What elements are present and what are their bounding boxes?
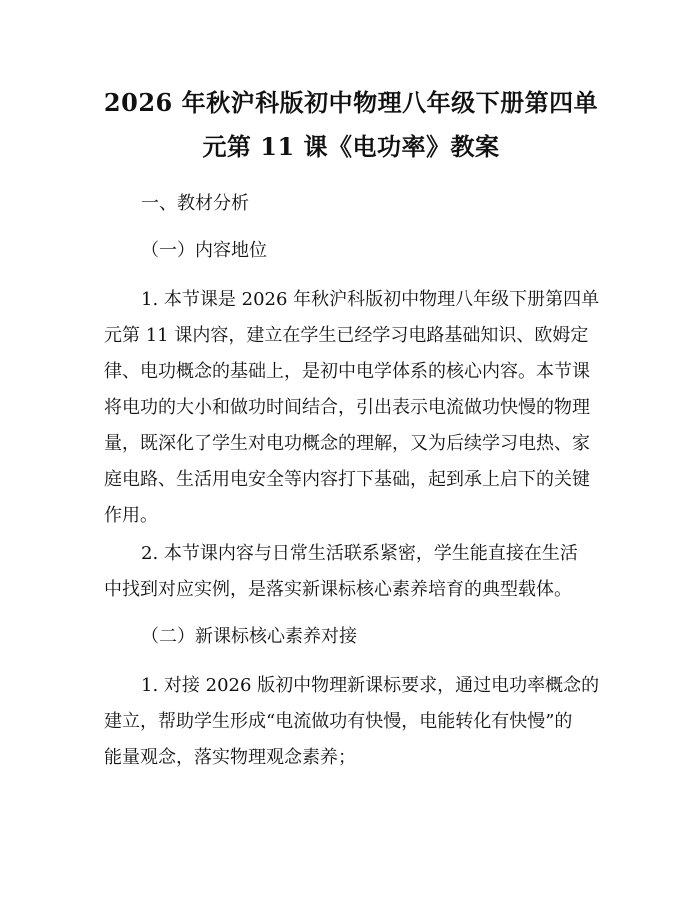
paragraph-line: 能量观念，落实物理观念素养； [104, 747, 356, 768]
paragraph-line: 将电功的大小和做功时间结合，引出表示电流做功快慢的物理 [104, 397, 590, 418]
paragraph-line: 1. 对接 2026 版初中物理新课标要求，通过电功率概念的 [141, 675, 600, 696]
subsection-heading-core-literacy: （二）新课标核心素养对接 [141, 626, 357, 647]
section-heading-textbook-analysis: 一、教材分析 [141, 193, 249, 214]
document-title-line-1: 2026 年秋沪科版初中物理八年级下册第四单 [103, 88, 599, 117]
paragraph-line: 元第 11 课内容，建立在学生已经学习电路基础知识、欧姆定 [104, 325, 589, 346]
paragraph-line: 量，既深化了学生对电功概念的理解，又为后续学习电热、家 [104, 433, 590, 454]
subsection-heading-content-position: （一）内容地位 [141, 240, 267, 261]
paragraph-line: 律、电功概念的基础上，是初中电学体系的核心内容。本节课 [104, 361, 590, 382]
paragraph-line: 庭电路、生活用电安全等内容打下基础，起到承上启下的关键 [104, 469, 590, 490]
paragraph-line: 2. 本节课内容与日常生活联系紧密，学生能直接在生活 [141, 543, 578, 564]
paragraph-line: 中找到对应实例，是落实新课标核心素养培育的典型载体。 [104, 579, 572, 600]
paragraph-line: 作用。 [104, 505, 158, 526]
paragraph-line: 建立，帮助学生形成“电流做功有快慢，电能转化有快慢”的 [104, 711, 573, 732]
document-title-line-2: 元第 11 课《电功率》教案 [202, 132, 500, 161]
paragraph-line: 1. 本节课是 2026 年秋沪科版初中物理八年级下册第四单 [141, 289, 600, 310]
